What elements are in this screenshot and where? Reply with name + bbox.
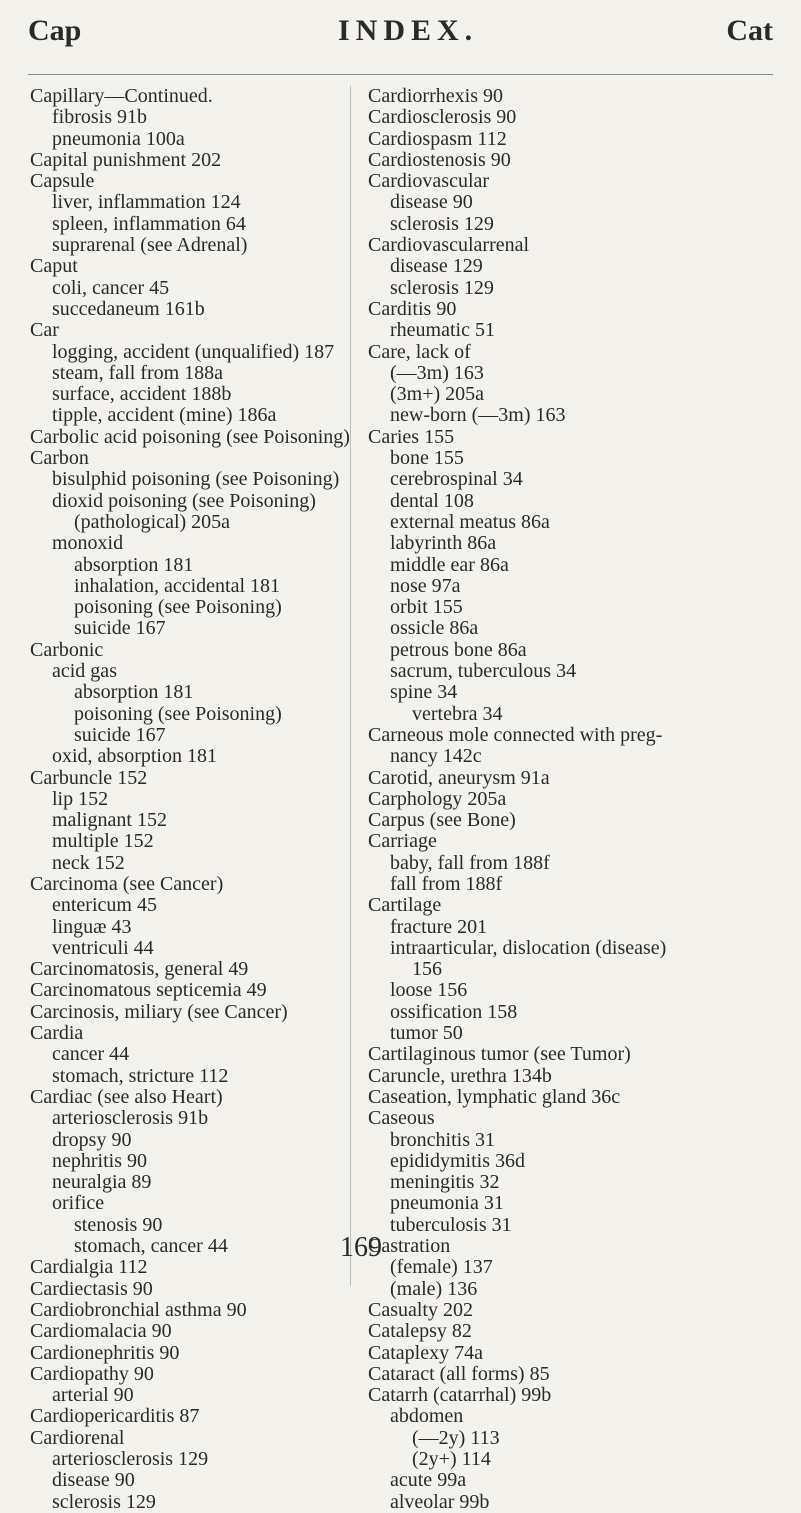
index-entry: Catalepsy 82 — [368, 1320, 472, 1343]
index-entry: steam, fall from 188a — [52, 361, 224, 384]
header-title: INDEX. — [338, 14, 479, 47]
index-entry: alveolar 99b — [390, 1490, 490, 1513]
header-right-guide-word: Cat — [726, 14, 773, 47]
index-entry: acid gas — [52, 660, 117, 683]
index-entry: sclerosis 129 — [52, 1490, 156, 1513]
index-entry: Carcinoma (see Cancer) — [30, 872, 224, 895]
index-entry: (—3m) 163 — [390, 361, 484, 384]
index-entry: logging, accident (unqualified) 187 — [52, 340, 335, 363]
index-entry: orifice — [52, 1192, 105, 1215]
index-entry: Cardiac (see also Heart) — [30, 1085, 223, 1108]
index-entry: pneumonia 100a — [52, 127, 185, 150]
index-entry: Caput — [30, 255, 78, 278]
index-entry: absorption 181 — [74, 681, 194, 704]
index-entry: multiple 152 — [52, 830, 154, 853]
index-entry: Cataplexy 74a — [368, 1341, 483, 1364]
index-entry: Capsule — [30, 170, 95, 193]
index-entry: ossification 158 — [390, 1000, 518, 1023]
index-entry: Cardia — [30, 1022, 84, 1045]
index-entry: bronchitis 31 — [390, 1128, 495, 1151]
index-entry: bone 155 — [390, 447, 464, 470]
index-entry: Carbon — [30, 447, 89, 470]
index-entry: liver, inflammation 124 — [52, 191, 241, 214]
index-entry: linguæ 43 — [52, 915, 132, 938]
index-entry: spleen, inflammation 64 — [52, 212, 246, 235]
index-entry: 156 — [412, 958, 442, 981]
index-entry: rheumatic 51 — [390, 319, 495, 342]
running-header — [28, 14, 773, 54]
index-entry: Cardionephritis 90 — [30, 1341, 180, 1364]
index-entry: (female) 137 — [390, 1256, 493, 1279]
index-entry: neuralgia 89 — [52, 1171, 152, 1194]
index-entry: suicide 167 — [74, 723, 166, 746]
index-entry: loose 156 — [390, 979, 468, 1002]
index-entry: coli, cancer 45 — [52, 276, 170, 299]
index-entry: lip 152 — [52, 787, 109, 810]
index-entry: Cardiectasis 90 — [30, 1277, 153, 1300]
index-entry: sacrum, tuberculous 34 — [390, 660, 577, 683]
index-entry: (3m+) 205a — [390, 383, 485, 406]
index-entry: nose 97a — [390, 574, 461, 597]
index-entry: cerebrospinal 34 — [390, 468, 523, 491]
index-entry: Cardiopericarditis 87 — [30, 1405, 200, 1428]
index-entry: Carphology 205a — [368, 787, 507, 810]
index-entry: dental 108 — [390, 489, 474, 512]
index-entry: Cartilage — [368, 894, 442, 917]
index-entry: Cardiovascularrenal — [368, 234, 530, 257]
index-entry: Cardiostenosis 90 — [368, 148, 511, 171]
index-entry: Car — [30, 319, 59, 342]
index-entry: cancer 44 — [52, 1043, 130, 1066]
index-entry: (—2y) 113 — [412, 1426, 500, 1449]
index-entry: fibrosis 91b — [52, 106, 147, 129]
index-entry: petrous bone 86a — [390, 638, 527, 661]
index-entry: Caries 155 — [368, 425, 455, 448]
index-entry: Cardiovascular — [368, 170, 490, 193]
index-entry: Carpus (see Bone) — [368, 809, 516, 832]
index-entry: Capillary—Continued. — [30, 85, 213, 107]
index-entry: dioxid poisoning (see Poisoning) — [52, 489, 316, 512]
index-entry: Caruncle, urethra 134b — [368, 1064, 552, 1087]
index-entry: dropsy 90 — [52, 1128, 132, 1151]
index-entry: surface, accident 188b — [52, 383, 232, 406]
index-entry: Cardiospasm 112 — [368, 127, 507, 150]
index-entry: orbit 155 — [390, 596, 463, 619]
header-rule — [28, 74, 773, 75]
index-entry: arteriosclerosis 129 — [52, 1448, 209, 1470]
index-entry: (2y+) 114 — [412, 1448, 491, 1470]
header-left-guide-word: Cap — [28, 14, 82, 47]
index-entry: epididymitis 36d — [390, 1149, 525, 1172]
index-entry: ventriculi 44 — [52, 936, 154, 959]
index-entry: Capital punishment 202 — [30, 148, 222, 171]
index-entry: Carriage — [368, 830, 437, 853]
index-entry: vertebra 34 — [412, 702, 503, 725]
index-entry: spine 34 — [390, 681, 458, 704]
index-entry: arteriosclerosis 91b — [52, 1107, 209, 1130]
index-entry: acute 99a — [390, 1469, 467, 1492]
index-entry: Carneous mole connected with preg- — [368, 723, 663, 746]
index-entry: abdomen — [390, 1405, 464, 1428]
index-entry: entericum 45 — [52, 894, 157, 917]
index-entry: oxid, absorption 181 — [52, 745, 217, 768]
index-entry: baby, fall from 188f — [390, 851, 550, 874]
index-entry: Carcinomatous septicemia 49 — [30, 979, 267, 1002]
index-entry: Castration — [368, 1235, 451, 1258]
index-entry: (male) 136 — [390, 1277, 478, 1300]
index-entry: bisulphid poisoning (see Poisoning) — [52, 468, 340, 491]
index-entry: fall from 188f — [390, 872, 503, 895]
index-entry: nancy 142c — [390, 745, 482, 768]
index-entry: Carcinomatosis, general 49 — [30, 958, 249, 981]
index-entry: suprarenal (see Adrenal) — [52, 234, 248, 257]
index-entry: disease 90 — [390, 191, 473, 214]
index-entry: malignant 152 — [52, 809, 167, 832]
index-entry: stenosis 90 — [74, 1213, 163, 1236]
index-entry: absorption 181 — [74, 553, 194, 576]
index-entry: Cardiosclerosis 90 — [368, 106, 517, 129]
index-entry: nephritis 90 — [52, 1149, 147, 1172]
index-entry: Caseous — [368, 1107, 435, 1130]
index-entry: fracture 201 — [390, 915, 488, 938]
index-entry: labyrinth 86a — [390, 532, 497, 555]
index-entry: stomach, stricture 112 — [52, 1064, 229, 1087]
index-entry: middle ear 86a — [390, 553, 509, 576]
index-entry: Casualty 202 — [368, 1298, 473, 1321]
right-column — [368, 86, 778, 1513]
index-entry: Carotid, aneurysm 91a — [368, 766, 550, 789]
index-entry: arterial 90 — [52, 1384, 134, 1407]
index-entry: Cardiorrhexis 90 — [368, 85, 503, 107]
index-entry: new-born (—3m) 163 — [390, 404, 566, 427]
index-entry: disease 90 — [52, 1469, 135, 1492]
index-entry: (pathological) 205a — [74, 510, 231, 533]
index-entry: Caseation, lymphatic gland 36c — [368, 1085, 621, 1108]
index-entry: Cardiobronchial asthma 90 — [30, 1298, 247, 1321]
index-entry: sclerosis 129 — [390, 212, 494, 235]
index-entry: Cataract (all forms) 85 — [368, 1362, 550, 1385]
index-entry: Cardialgia 112 — [30, 1256, 148, 1279]
index-entry: sclerosis 129 — [390, 276, 494, 299]
index-entry: Carbonic — [30, 638, 104, 661]
index-entry: Care, lack of — [368, 340, 471, 363]
index-entry: Carbuncle 152 — [30, 766, 148, 789]
index-entry: Carbolic acid poisoning (see Poisoning) — [30, 425, 350, 448]
index-entry: stomach, cancer 44 — [74, 1235, 228, 1258]
index-entry: Carcinosis, miliary (see Cancer) — [30, 1000, 288, 1023]
index-entry: pneumonia 31 — [390, 1192, 504, 1215]
index-entry: neck 152 — [52, 851, 125, 874]
index-entry: meningitis 32 — [390, 1171, 500, 1194]
index-entry: external meatus 86a — [390, 510, 550, 533]
index-entry: monoxid — [52, 532, 124, 555]
column-divider — [350, 86, 351, 1286]
index-entry: Carditis 90 — [368, 297, 457, 320]
index-entry: tumor 50 — [390, 1022, 463, 1045]
index-entry: Cartilaginous tumor (see Tumor) — [368, 1043, 631, 1066]
index-entry: poisoning (see Poisoning) — [74, 702, 282, 725]
index-entry: disease 129 — [390, 255, 483, 278]
left-column — [30, 86, 350, 1513]
index-entry: ossicle 86a — [390, 617, 479, 640]
page-number: 169 — [340, 1232, 382, 1263]
index-entry: Cardiopathy 90 — [30, 1362, 154, 1385]
index-entry: tuberculosis 31 — [390, 1213, 512, 1236]
index-entry: Cardiomalacia 90 — [30, 1320, 172, 1343]
index-entry: poisoning (see Poisoning) — [74, 596, 282, 619]
index-entry: Catarrh (catarrhal) 99b — [368, 1384, 552, 1407]
index-entry: tipple, accident (mine) 186a — [52, 404, 277, 427]
index-entry: suicide 167 — [74, 617, 166, 640]
index-entry: intraarticular, dislocation (disease) — [390, 936, 667, 959]
index-entry: succedaneum 161b — [52, 297, 205, 320]
index-entry: Cardiorenal — [30, 1426, 125, 1449]
index-entry: inhalation, accidental 181 — [74, 574, 281, 597]
